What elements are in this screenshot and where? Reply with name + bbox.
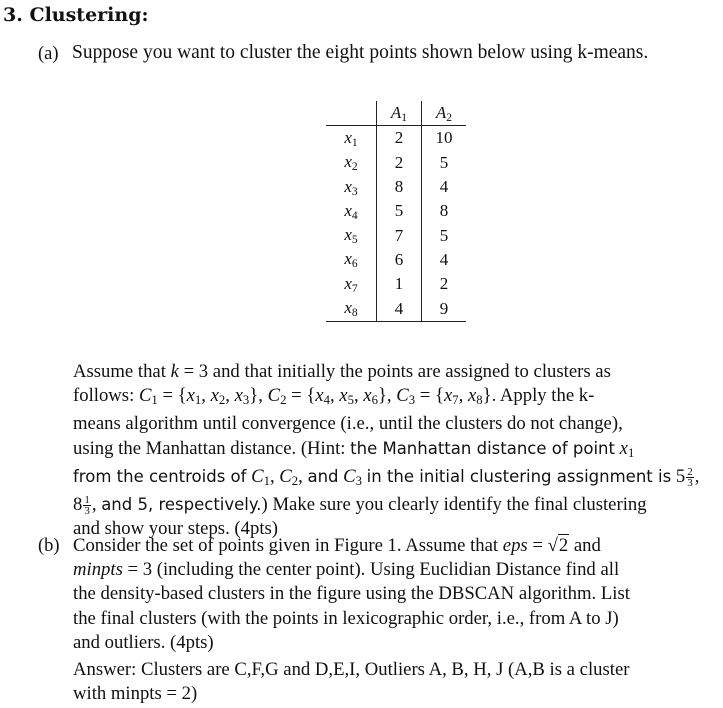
table-row	[326, 296, 466, 321]
part-a-line-6: 8 $\frac{1}{3}$ , and 5, respectively.) Make sure you clearly identify the final clustering	[73, 494, 647, 518]
cell-a2: 9	[422, 296, 467, 321]
row-label: $x_6$	[344, 249, 358, 271]
part-a-line-5: from the centroids of $C_1$, $C_2$, and $C_3$ in the initial clustering assignment is 5 $\frac{2}{3}$ ,	[73, 465, 700, 489]
part-a-line-7: and show your steps. (4pts)	[73, 518, 279, 540]
table-header-a2: $A_2$	[422, 101, 467, 126]
fraction-two-thirds: $\frac{2}{3}$	[687, 465, 693, 489]
table-row	[326, 272, 466, 296]
part-b-label: (b)	[38, 536, 60, 556]
part-b-line-1: Consider the set of points given in Figure 1. Assume that eps = √2 and	[73, 535, 601, 556]
answer-line-1: Answer: Clusters are C,F,G and D,E,I, Outliers A, B, H, J (A,B is a cluster	[73, 659, 630, 681]
part-a-line-3: means algorithm until convergence (i.e., until the clusters do not change),	[73, 413, 623, 435]
part-a-label: (a)	[38, 44, 59, 64]
cell-a1: 6	[377, 248, 422, 272]
part-b-line-2: minpts = 3 (including the center point). Using Euclidian Distance find all	[73, 559, 620, 581]
part-b-body	[73, 534, 630, 706]
table-row	[326, 126, 466, 151]
table-header-row	[326, 101, 466, 126]
table-header-empty	[326, 101, 377, 126]
part-a-intro: Suppose you want to cluster the eight points shown below using k-means.	[72, 42, 649, 63]
cell-a2: 4	[422, 248, 467, 272]
part-b-line-4: the final clusters (with the points in lexicographic order, i.e., from A to J)	[73, 607, 619, 629]
cell-a2: 10	[422, 126, 467, 151]
cell-a1: 8	[377, 175, 422, 199]
section-heading: 3. Clustering:	[3, 4, 149, 26]
cell-a1: 2	[377, 151, 422, 175]
cell-a1: 1	[377, 272, 422, 296]
row-label: $x_1$	[344, 127, 358, 149]
cell-a1: 2	[377, 126, 422, 151]
cell-a1: 5	[377, 199, 422, 223]
row-label: $x_5$	[344, 225, 358, 247]
cell-a2: 8	[422, 199, 467, 223]
cell-a1: 7	[377, 223, 422, 247]
row-label: $x_8$	[326, 296, 377, 321]
cell-a2: 5	[422, 151, 467, 175]
row-label: $x_4$	[344, 200, 358, 222]
part-a-line-1: Assume that k = 3 and that initially the points are assigned to clusters as	[73, 361, 611, 382]
part-b-line-5: and outliers. (4pts)	[73, 631, 214, 653]
row-label: $x_7$	[344, 273, 358, 295]
cell-a1: 4	[377, 296, 422, 321]
points-table	[326, 101, 466, 322]
part-a-body	[73, 360, 699, 541]
part-a-line-4: using the Manhattan distance. (Hint: the Manhattan distance of point $x_1$	[73, 437, 635, 460]
table-row	[326, 223, 466, 247]
part-a-line-2: follows: $C_1 = \{x_1$, $x_2$, $x_3$}, $C_2 = \{x_4$, $x_5$, $x_6$}, $C_3 = \{x_7$, $x_8$}. Apply the k-	[73, 385, 595, 408]
row-label: $x_2$	[344, 152, 358, 174]
fraction-one-third: $\frac{1}{3}$	[84, 494, 90, 518]
answer-line-2: with minpts = 2)	[73, 683, 198, 705]
cell-a2: 2	[422, 272, 467, 296]
table-row	[326, 248, 466, 272]
table-row	[326, 151, 466, 175]
table-row	[326, 199, 466, 223]
cell-a2: 5	[422, 223, 467, 247]
row-label: $x_3$	[344, 176, 358, 198]
cell-a2: 4	[422, 175, 467, 199]
table-row	[326, 175, 466, 199]
table-header-a1: $A_1$	[377, 101, 422, 126]
part-b-line-3: the density-based clusters in the figure using the DBSCAN algorithm. List	[73, 583, 630, 605]
